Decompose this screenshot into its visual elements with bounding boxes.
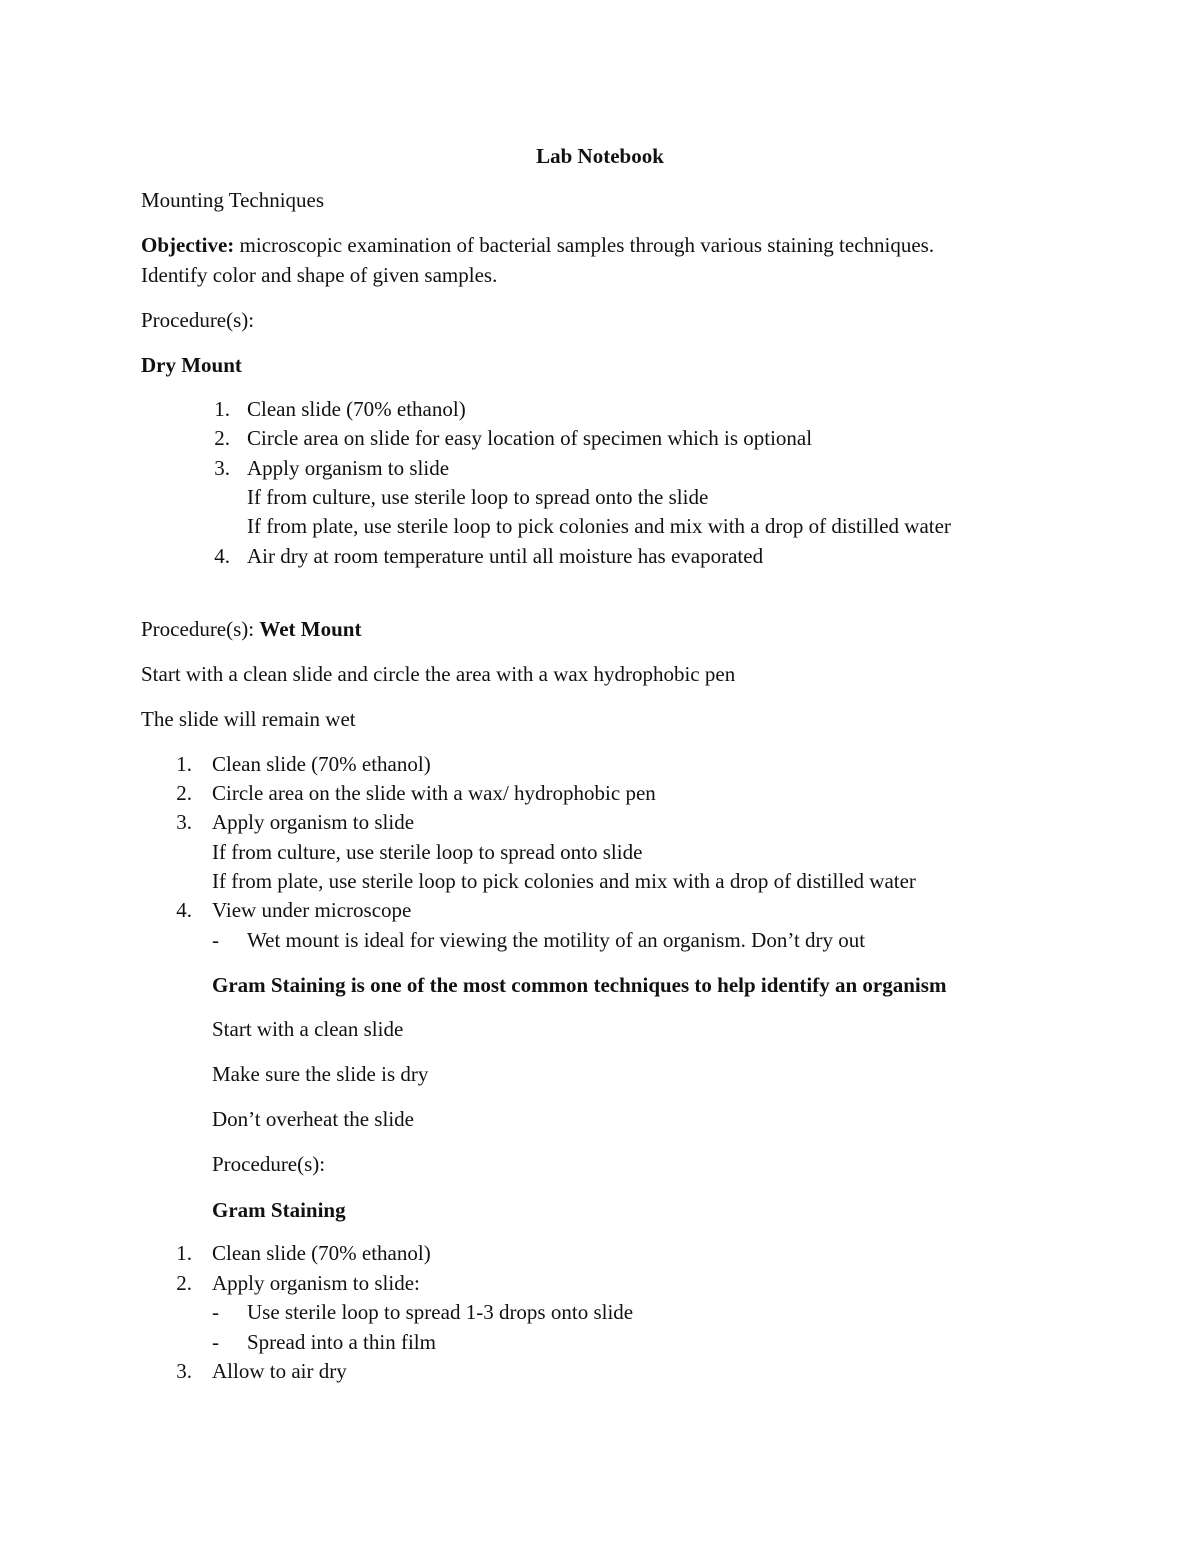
wet-step-subline: If from plate, use sterile loop to pick colonies and mix with a drop of distilled water xyxy=(212,869,916,893)
objective-label: Objective: xyxy=(141,233,235,257)
objective-text: microscopic examination of bacterial samples through various staining techniques. xyxy=(239,233,935,257)
wet-step-number: 3. xyxy=(176,810,192,834)
wet-step-text: Clean slide (70% ethanol) xyxy=(212,752,431,776)
wet-intro-1: Start with a clean slide and circle the area with a wax hydrophobic pen xyxy=(141,662,736,686)
dry-step-text: Air dry at room temperature until all moisture has evaporated xyxy=(247,544,764,568)
subtitle: Mounting Techniques xyxy=(141,188,325,212)
dry-step-subline: If from culture, use sterile loop to spread onto the slide xyxy=(247,485,709,509)
gram-bullet-text: Use sterile loop to spread 1-3 drops onto slide xyxy=(247,1300,634,1324)
gram-bullet-marker: - xyxy=(212,1330,219,1354)
wet-step-number: 2. xyxy=(176,781,192,805)
gram-step-text: Allow to air dry xyxy=(212,1359,347,1383)
dry-step-subline: If from plate, use sterile loop to pick colonies and mix with a drop of distilled water xyxy=(247,514,951,538)
wet-step-text: View under microscope xyxy=(212,898,412,922)
wet-bullet-marker: - xyxy=(212,928,219,952)
dry-step-text: Apply organism to slide xyxy=(247,456,450,480)
gram-step-number: 2. xyxy=(176,1271,192,1295)
procedure-label: Procedure(s): xyxy=(141,308,255,332)
gram-step-number: 1. xyxy=(176,1241,192,1265)
dry-mount-heading: Dry Mount xyxy=(141,353,242,377)
dry-step-number: 2. xyxy=(214,426,230,450)
objective-line-1 xyxy=(141,231,934,259)
page-title: Lab Notebook xyxy=(536,144,664,168)
dry-step-text: Circle area on slide for easy location of specimen which is optional xyxy=(247,426,813,450)
wet-bullet-text: Wet mount is ideal for viewing the motility of an organism. Don’t dry out xyxy=(247,928,866,952)
gram-intro-heading: Gram Staining is one of the most common techniques to help identify an organism xyxy=(212,973,947,997)
dry-step-number: 4. xyxy=(214,544,230,568)
wet-step-text: Circle area on the slide with a wax/ hydrophobic pen xyxy=(212,781,656,805)
gram-step-text: Apply organism to slide: xyxy=(212,1271,420,1295)
gram-step-number: 3. xyxy=(176,1359,192,1383)
gram-heading: Gram Staining xyxy=(212,1198,346,1222)
wet-step-number: 4. xyxy=(176,898,192,922)
wet-mount-heading: Wet Mount xyxy=(259,617,362,641)
dry-step-number: 1. xyxy=(214,397,230,421)
wet-intro-2: The slide will remain wet xyxy=(141,707,356,731)
dry-step-number: 3. xyxy=(214,456,230,480)
wet-step-text: Apply organism to slide xyxy=(212,810,415,834)
wet-procedure-label: Procedure(s): xyxy=(141,617,255,641)
gram-bullet-text: Spread into a thin film xyxy=(247,1330,436,1354)
wet-mount-heading-line xyxy=(141,615,361,643)
wet-step-number: 1. xyxy=(176,752,192,776)
objective-line-2: Identify color and shape of given samples. xyxy=(141,263,498,287)
gram-note: Start with a clean slide xyxy=(212,1017,404,1041)
gram-note: Make sure the slide is dry xyxy=(212,1062,429,1086)
gram-bullet-marker: - xyxy=(212,1300,219,1324)
gram-procedure-label: Procedure(s): xyxy=(212,1152,326,1176)
gram-note: Don’t overheat the slide xyxy=(212,1107,414,1131)
wet-step-subline: If from culture, use sterile loop to spread onto slide xyxy=(212,840,643,864)
dry-step-text: Clean slide (70% ethanol) xyxy=(247,397,466,421)
gram-step-text: Clean slide (70% ethanol) xyxy=(212,1241,431,1265)
